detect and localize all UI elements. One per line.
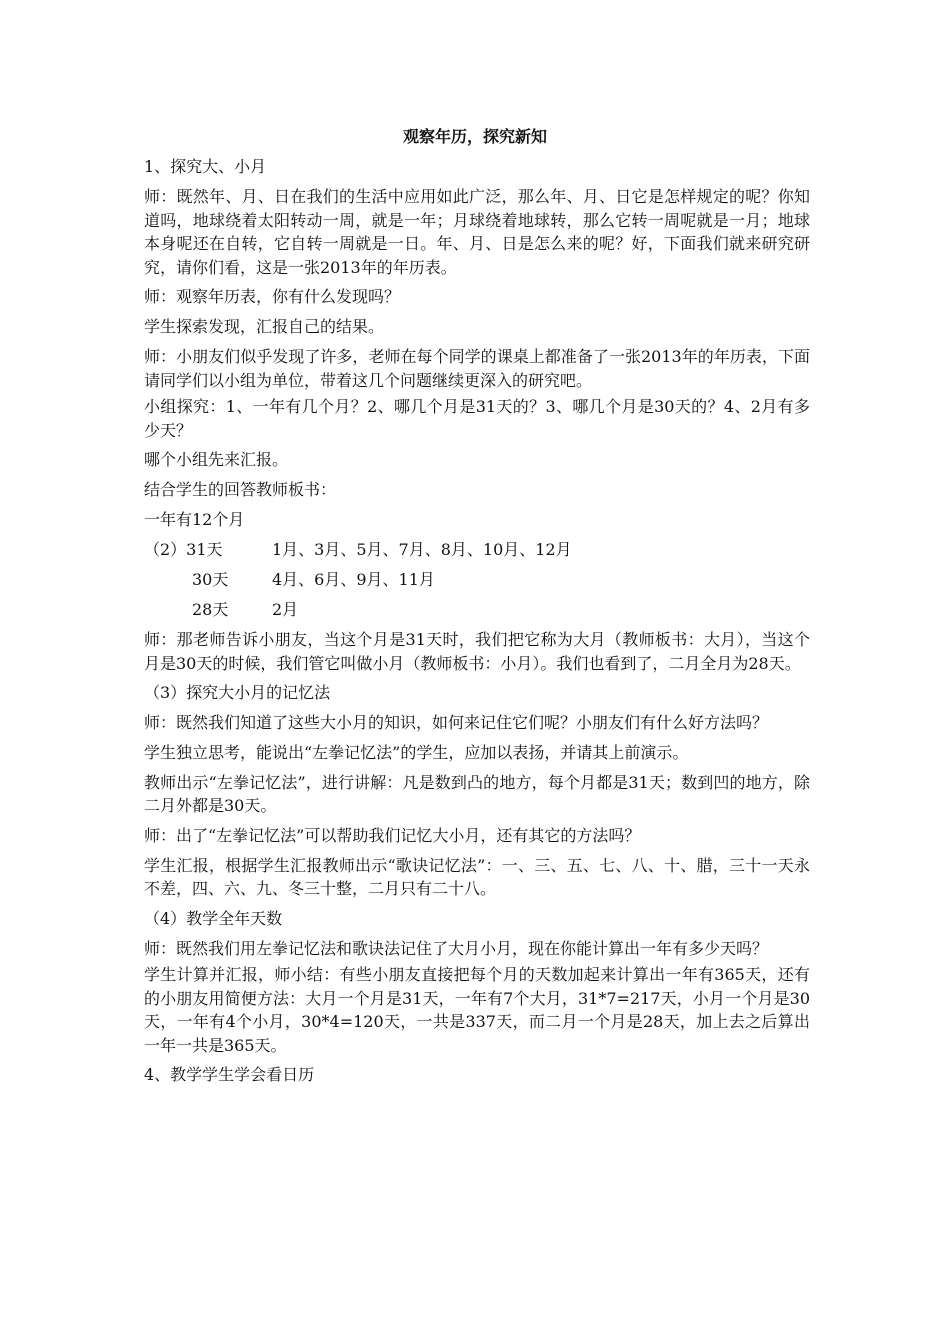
document-body (144, 152, 810, 1090)
paragraph-other-methods: 师：出了“左拳记忆法”可以帮助我们记忆大小月，还有其它的方法吗？ (144, 825, 641, 845)
paragraph-fist-method-praise: 学生独立思考，能说出“左拳记忆法”的学生，应加以表扬，并请其上前演示。 (144, 742, 689, 762)
board-months-30: 4月、6月、9月、11月 (272, 570, 435, 589)
section-heading-1: 1、探究大、小月 (144, 157, 267, 176)
paragraph-memory-question: 师：既然我们知道了这些大小月的知识，如何来记住它们呢？小朋友们有什么好方法吗？ (144, 713, 769, 732)
section-heading-total-days: （4）教学全年天数 (144, 908, 283, 928)
paragraph-total-days-question: 师：既然我们用左拳记忆法和歌诀法记住了大月小月，现在你能计算出一年有多少天吗？ (144, 938, 769, 958)
paragraph-rhyme-method: 学生汇报，根据学生汇报教师出示“歌诀记忆法”：一、三、五、七、八、十、腊，三十一天永不差，四、六、九、冬三十整，二月只有二十八。 (144, 855, 810, 898)
paragraph-student-report: 学生探索发现，汇报自己的结果。 (144, 317, 385, 336)
paragraph-question: 师：观察年历表，你有什么发现吗？ (144, 287, 401, 306)
section-heading-4: 4、教学学生学会看日历 (144, 1065, 315, 1084)
paragraph-big-small-month: 师：那老师告诉小朋友，当这个月是31天时，我们把它称为大月（教师板书：大月），当这个月是30天的时候，我们管它叫做小月（教师板书：小月）。我们也看到了，二月全月为28天。 (144, 630, 810, 673)
paragraph-twelve-months: 一年有12个月 (144, 510, 245, 529)
paragraph-group-report: 哪个小组先来汇报。 (144, 450, 289, 469)
paragraph-teacher-calendar: 师：小朋友们似乎发现了许多，老师在每个同学的课桌上都准备了一张2013年的年历表，下面请同学们以小组为单位，带着这几个问题继续更深入的研究吧。 (144, 347, 810, 390)
paragraph-group-inquiry: 小组探究：1、一年有几个月？2、哪几个月是31天的？3、哪几个月是30天的？4、2月有多少天？ (144, 397, 810, 440)
paragraph-fist-method-explain: 教师出示“左拳记忆法”，进行讲解：凡是数到凸的地方，每个月都是31天；数到凹的地方，除二月外都是30天。 (144, 772, 810, 815)
board-row-30 (144, 565, 810, 595)
document-title: 观察年历，探究新知 (402, 127, 547, 146)
paragraph-board-intro: 结合学生的回答教师板书： (144, 480, 337, 499)
section-heading-memory: （3）探究大小月的记忆法 (144, 683, 331, 702)
paragraph-intro: 师：既然年、月、日在我们的生活中应用如此广泛，那么年、月、日它是怎样规定的呢？你知道吗，地球绕着太阳转动一周，就是一年；月球绕着地球转，那么它转一周呢就是一月；地球本身呢还在自转，它自转一周就是一日。年、月、日是怎么来的呢？好，下面我们就来研究研究，请你们看，这是一张2013年的年历表。 (144, 187, 810, 277)
board-days-30: 30天 (192, 570, 229, 589)
board-row-31 (144, 535, 810, 565)
board-months-31: 1月、3月、5月、7月、8月、10月、12月 (272, 540, 572, 559)
board-months-28: 2月 (272, 600, 299, 619)
board-days-28: 28天 (192, 600, 229, 619)
paragraph-total-days-summary: 学生计算并汇报，师小结：有些小朋友直接把每个月的天数加起来计算出一年有365天，还有的小朋友用简便方法：大月一个月是31天，一年有7个大月，31*7=217天，小月一个月是30天，一年有4个小月，30*4=120天，一共是337天，而二月一个月是28天，加上去之后算出一年一共是365天。 (144, 965, 810, 1055)
board-days-31: （2）31天 (144, 540, 223, 559)
board-row-28 (144, 595, 810, 625)
